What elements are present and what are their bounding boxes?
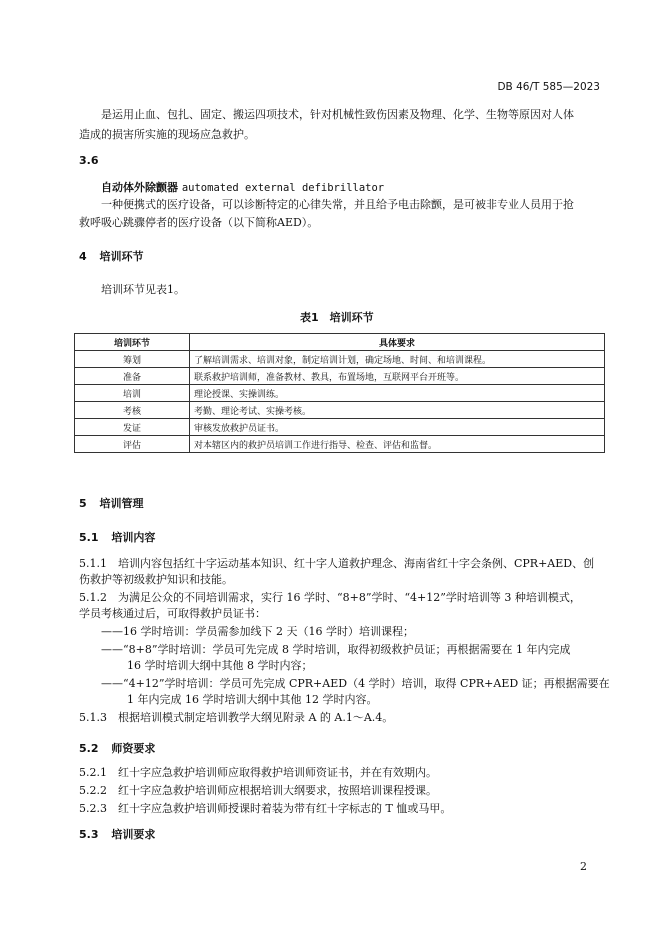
subsection-title: 培训要求 xyxy=(111,828,156,841)
section-number: 5 xyxy=(79,497,87,510)
list-item: ——“4+12”学时培训：学员可先完成 CPR+AED（4 学时）培训，取得 CPR+AED 证；再根据需要在 xyxy=(101,677,610,690)
paragraph-line: 5.2.2 红十字应急救护培训师应根据培训大纲要求，按照培训课程授课。 xyxy=(79,784,437,797)
section-title: 培训环节 xyxy=(99,250,144,263)
table-cell: 筹划 xyxy=(75,351,190,368)
paragraph-line: 救呼吸心跳骤停者的医疗设备（以下简称AED）。 xyxy=(79,216,319,229)
subsection-title: 培训内容 xyxy=(111,531,156,544)
table-cell: 准备 xyxy=(75,368,190,385)
table-cell: 考勤、理论考试、实操考核。 xyxy=(190,402,605,419)
table-row xyxy=(75,436,605,453)
paragraph-line: 5.2.1 红十字应急救护培训师应取得救护培训师资证书，并在有效期内。 xyxy=(79,766,437,779)
paragraph-line: 5.2.3 红十字应急救护培训师授课时着装为带有红十字标志的 T 恤或马甲。 xyxy=(79,802,452,815)
term-en: automated external defibrillator xyxy=(181,182,385,194)
table-row xyxy=(75,368,605,385)
paragraph-line: 5.1.1 培训内容包括红十字运动基本知识、红十字人道救护理念、海南省红十字会条例、CPR+AED、创 xyxy=(79,557,595,570)
column-header: 培训环节 xyxy=(75,334,190,351)
list-item-continuation: 1 年内完成 16 学时培训大纲中其他 12 学时内容。 xyxy=(127,693,378,706)
table-cell: 培训 xyxy=(75,385,190,402)
subsection-title: 师资要求 xyxy=(111,742,156,755)
table-cell: 对本辖区内的救护员培训工作进行指导、检查、评估和监督。 xyxy=(190,436,605,453)
subsection-number: 5.3 xyxy=(79,828,99,841)
paragraph-line: 伤救护等初级救护知识和技能。 xyxy=(79,573,233,586)
table-cell: 理论授课、实操训练。 xyxy=(190,385,605,402)
table-row xyxy=(75,385,605,402)
subsection-number: 5.1 xyxy=(79,531,99,544)
clause-number: 3.6 xyxy=(79,154,99,167)
section-heading xyxy=(79,248,144,264)
term-zh: 自动体外除颤器 xyxy=(101,181,178,194)
section-heading xyxy=(79,495,144,511)
subsection-heading xyxy=(79,826,155,842)
table-cell: 了解培训需求、培训对象，制定培训计划，确定场地、时间、和培训课程。 xyxy=(190,351,605,368)
subsection-heading xyxy=(79,740,155,756)
paragraph-line: 5.1.2 为满足公众的不同培训需求，实行 16 学时、“8+8”学时、“4+12”学时培训等 3 种培训模式， xyxy=(79,591,581,604)
section-title: 培训管理 xyxy=(99,497,144,510)
paragraph-line: 是运用止血、包扎、固定、搬运四项技术，针对机械性致伤因素及物理、化学、生物等原因对人体 xyxy=(101,108,574,121)
term-title xyxy=(101,179,384,195)
paragraph-line: 学员考核通过后，可取得救护员证书： xyxy=(79,607,266,620)
table-cell: 联系救护培训师，准备教材、教具，布置场地，互联网平台开班等。 xyxy=(190,368,605,385)
list-item: ——16 学时培训：学员需参加线下 2 天（16 学时）培训课程； xyxy=(101,625,414,638)
paragraph-line: 一种便携式的医疗设备，可以诊断特定的心律失常，并且给予电击除颤，是可被非专业人员用于抢 xyxy=(101,198,574,211)
doc-code: DB 46/T 585—2023 xyxy=(497,81,600,93)
section-number: 4 xyxy=(79,250,87,263)
table-cell: 评估 xyxy=(75,436,190,453)
table-cell: 考核 xyxy=(75,402,190,419)
table-cell: 审核发放救护员证书。 xyxy=(190,419,605,436)
table-header-row xyxy=(75,334,605,351)
list-item-continuation: 16 学时培训大纲中其他 8 学时内容； xyxy=(127,659,313,672)
paragraph-line: 5.1.3 根据培训模式制定培训教学大纲见附录 A 的 A.1～A.4。 xyxy=(79,711,394,724)
table-row xyxy=(75,419,605,436)
subsection-heading xyxy=(79,529,155,545)
table-cell: 发证 xyxy=(75,419,190,436)
paragraph-line: 培训环节见表1。 xyxy=(101,283,185,296)
list-item: ——“8+8”学时培训：学员可先完成 8 学时培训，取得初级救护员证；再根据需要在 1 年内完成 xyxy=(101,643,571,656)
table-caption: 表1 培训环节 xyxy=(300,311,374,324)
paragraph-line: 造成的损害所实施的现场应急救护。 xyxy=(79,128,255,141)
subsection-number: 5.2 xyxy=(79,742,99,755)
page-number: 2 xyxy=(580,860,587,873)
table-row xyxy=(75,402,605,419)
column-header: 具体要求 xyxy=(190,334,605,351)
training-stages-table xyxy=(74,333,605,453)
table-row xyxy=(75,351,605,368)
